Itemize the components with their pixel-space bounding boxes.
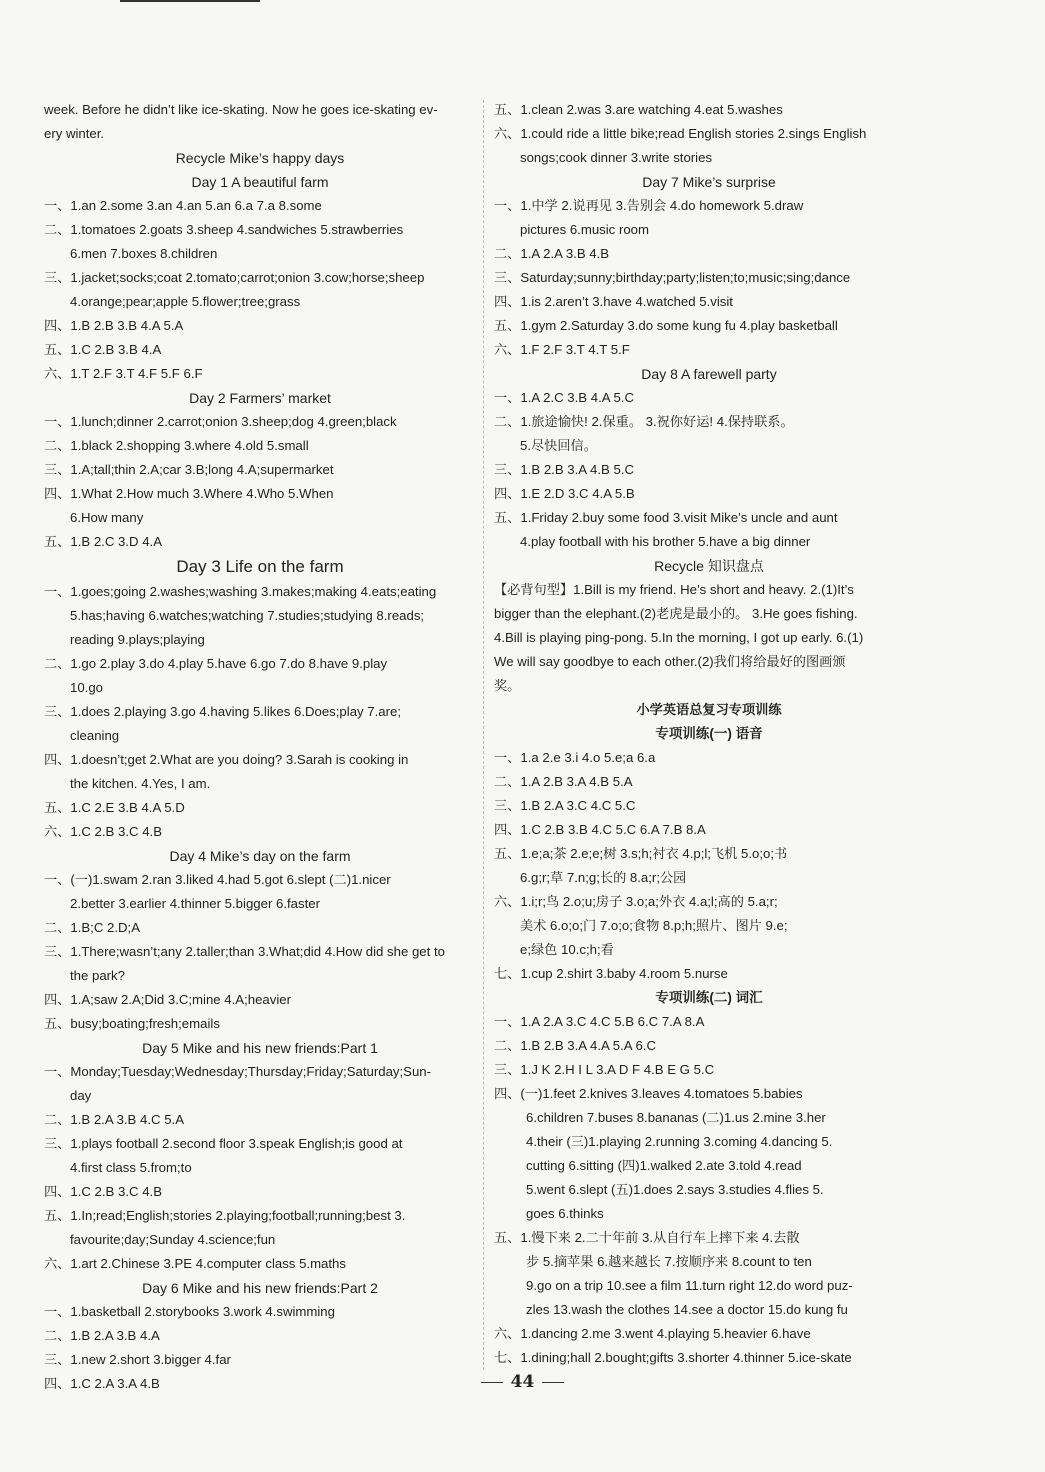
answer-line: 9.go on a trip 10.see a film 11.turn right 12.do word puz- [526, 1278, 853, 1293]
answer-line: songs;cook dinner 3.write stories [520, 150, 713, 165]
answer-line: 奖。 [494, 678, 521, 693]
answer-line: 五、1.clean 2.was 3.are watching 4.eat 5.washes [494, 102, 783, 117]
answer-line: 一、1.basketball 2.storybooks 3.work 4.swimming [44, 1304, 335, 1319]
answer-line: 三、1.J K 2.H I L 3.A D F 4.B E G 5.C [494, 1062, 715, 1077]
section-heading: 专项训练(二) 词汇 [655, 990, 763, 1005]
answer-line: 五、1.gym 2.Saturday 3.do some kung fu 4.play basketball [494, 318, 838, 333]
answer-line: 一、1.A 2.C 3.B 4.A 5.C [494, 390, 634, 405]
answer-line: 10.go [70, 680, 104, 695]
answer-line: 二、1.A 2.B 3.A 4.B 5.A [494, 774, 633, 789]
answer-line: 五、1.In;read;English;stories 2.playing;football;running;best 3. [44, 1208, 406, 1223]
answer-line: 6.children 7.buses 8.bananas (二)1.us 2.mine 3.her [526, 1110, 826, 1125]
answer-line: 5.went 6.slept (五)1.does 2.says 3.studies 4.flies 5. [526, 1182, 824, 1197]
answer-line: pictures 6.music room [520, 222, 649, 237]
answer-line: 二、1.B 2.B 3.A 4.A 5.A 6.C [494, 1038, 657, 1053]
answer-line: 4.Bill is playing ping-pong. 5.In the morning, I got up early. 6.(1) [494, 630, 864, 645]
answer-line: the kitchen. 4.Yes, I am. [70, 776, 211, 791]
answer-line: 三、1.A;tall;thin 2.A;car 3.B;long 4.A;supermarket [44, 462, 334, 477]
answer-line: 五、1.B 2.C 3.D 4.A [44, 534, 162, 549]
section-heading: Day 3 Life on the farm [176, 557, 344, 576]
answer-line: 六、1.dancing 2.me 3.went 4.playing 5.heavier 6.have [494, 1326, 811, 1341]
answer-line: 六、1.art 2.Chinese 3.PE 4.computer class 5.maths [44, 1256, 346, 1271]
top-edge-mark [120, 0, 260, 5]
answer-line: 五、1.C 2.B 3.B 4.A [44, 342, 162, 357]
answer-line: 六、1.F 2.F 3.T 4.T 5.F [494, 342, 630, 357]
section-heading: 小学英语总复习专项训练 [636, 702, 782, 717]
answer-line: 二、1.A 2.A 3.B 4.B [494, 246, 610, 261]
answer-line: 三、1.B 2.B 3.A 4.B 5.C [494, 462, 635, 477]
answer-line: 4.play football with his brother 5.have a big dinner [520, 534, 811, 549]
left-column [44, 98, 476, 1396]
section-heading: Day 4 Mike’s day on the farm [169, 848, 351, 864]
answer-line: 一、1.A 2.A 3.C 4.C 5.B 6.C 7.A 8.A [494, 1014, 705, 1029]
answer-line: 一、Monday;Tuesday;Wednesday;Thursday;Friday;Saturday;Sun- [44, 1064, 432, 1079]
answer-line: 美术 6.o;o;门 7.o;o;食物 8.p;h;照片、图片 9.e; [520, 918, 788, 933]
answer-line: 2.better 3.earlier 4.thinner 5.bigger 6.faster [70, 896, 320, 911]
answer-line: 一、1.lunch;dinner 2.carrot;onion 3.sheep;dog 4.green;black [44, 414, 397, 429]
answer-line: cutting 6.sitting (四)1.walked 2.ate 3.told 4.read [526, 1158, 802, 1173]
answer-line: the park? [70, 968, 125, 983]
page-number: 44 [510, 1372, 535, 1392]
answer-line: ery winter. [44, 126, 105, 141]
answer-line: 4.orange;pear;apple 5.flower;tree;grass [70, 294, 301, 309]
answer-line: 二、1.black 2.shopping 3.where 4.old 5.small [44, 438, 309, 453]
section-heading: Day 1 A beautiful farm [191, 174, 329, 190]
answer-line: 二、1.B 2.A 3.B 4.A [44, 1328, 160, 1343]
answer-line: zles 13.wash the clothes 14.see a doctor 15.do kung fu [526, 1302, 848, 1317]
answer-line: 6.How many [70, 510, 144, 525]
answer-line: 五、busy;boating;fresh;emails [44, 1016, 220, 1031]
answer-line: day [70, 1088, 92, 1103]
answer-line: 步 5.摘苹果 6.越来越长 7.按顺序来 8.count to ten [526, 1254, 812, 1269]
answer-line: 一、1.中学 2.说再见 3.告别会 4.do homework 5.draw [494, 198, 804, 213]
answer-line: 三、1.new 2.short 3.bigger 4.far [44, 1352, 231, 1367]
answer-line: 四、1.A;saw 2.A;Did 3.C;mine 4.A;heavier [44, 992, 292, 1007]
answer-line: favourite;day;Sunday 4.science;fun [70, 1232, 276, 1247]
section-heading: Day 8 A farewell party [641, 366, 777, 382]
answer-line: 6.men 7.boxes 8.children [70, 246, 218, 261]
answer-line: 三、1.jacket;socks;coat 2.tomato;carrot;onion 3.cow;horse;sheep [44, 270, 425, 285]
answer-line: 四、1.What 2.How much 3.Where 4.Who 5.When [44, 486, 334, 501]
section-heading: Day 2 Farmers’ market [189, 390, 331, 406]
answer-line: 二、1.tomatoes 2.goats 3.sheep 4.sandwiches 5.strawberries [44, 222, 404, 237]
answer-line: goes 6.thinks [526, 1206, 604, 1221]
answer-line: 二、1.旅途愉快! 2.保重。 3.祝你好运! 4.保持联系。 [494, 414, 794, 429]
answer-line: 四、1.is 2.aren’t 3.have 4.watched 5.visit [494, 294, 733, 309]
answer-line: 四、1.E 2.D 3.C 4.A 5.B [494, 486, 635, 501]
answer-line: 三、1.There;wasn’t;any 2.taller;than 3.What;did 4.How did she get to [44, 944, 445, 959]
right-column [494, 98, 924, 1370]
answer-line: 一、1.goes;going 2.washes;washing 3.makes;making 4.eats;eating [44, 584, 437, 599]
section-heading: 专项训练(一) 语音 [655, 726, 763, 741]
answer-line: 五、1.Friday 2.buy some food 3.visit Mike’s uncle and aunt [494, 510, 838, 525]
answer-line: 六、1.T 2.F 3.T 4.F 5.F 6.F [44, 366, 203, 381]
answer-line: 4.their (三)1.playing 2.running 3.coming 4.dancing 5. [526, 1134, 833, 1149]
answer-line: 三、1.B 2.A 3.C 4.C 5.C [494, 798, 636, 813]
answer-line: reading 9.plays;playing [70, 632, 205, 647]
answer-line: 三、1.does 2.playing 3.go 4.having 5.likes 6.Does;play 7.are; [44, 704, 402, 719]
answer-line: 四、1.B 2.B 3.B 4.A 5.A [44, 318, 184, 333]
answer-line: 五、1.C 2.E 3.B 4.A 5.D [44, 800, 185, 815]
answer-line: 三、Saturday;sunny;birthday;party;listen;to;music;sing;dance [494, 270, 851, 285]
answer-line: 三、1.plays football 2.second floor 3.speak English;is good at [44, 1136, 403, 1151]
answer-line: 四、1.C 2.B 3.B 4.C 5.C 6.A 7.B 8.A [494, 822, 706, 837]
answer-line: 六、1.could ride a little bike;read English stories 2.sings English [494, 126, 867, 141]
answer-line: 六、1.i;r;鸟 2.o;u;房子 3.o;a;外衣 4.a;l;高的 5.a;r; [494, 894, 778, 909]
answer-line: 四、1.C 2.A 3.A 4.B [44, 1376, 160, 1391]
section-heading: Day 7 Mike’s surprise [642, 174, 776, 190]
answer-line: 七、1.cup 2.shirt 3.baby 4.room 5.nurse [494, 966, 728, 981]
section-heading: Recycle Mike’s happy days [175, 150, 345, 166]
answer-line: 四、1.doesn’t;get 2.What are you doing? 3.Sarah is cooking in [44, 752, 409, 767]
section-heading: Day 6 Mike and his new friends:Part 2 [142, 1280, 378, 1296]
answer-line: 一、1.an 2.some 3.an 4.an 5.an 6.a 7.a 8.some [44, 198, 322, 213]
answer-line: 6.g;r;草 7.n;g;长的 8.a;r;公园 [520, 870, 687, 885]
answer-line: week. Before he didn’t like ice-skating. Now he goes ice-skating ev- [44, 102, 438, 117]
answer-line: 五、1.e;a;茶 2.e;e;树 3.s;h;衬衣 4.p;l;飞机 5.o;o;书 [494, 846, 788, 861]
answer-line: 二、1.B 2.A 3.B 4.C 5.A [44, 1112, 185, 1127]
answer-line: We will say goodbye to each other.(2)我们将给最好的图画颁 [494, 654, 846, 669]
answer-line: 一、(一)1.swam 2.ran 3.liked 4.had 5.got 6.slept (二)1.nicer [44, 872, 391, 887]
answer-line: 4.first class 5.from;to [70, 1160, 192, 1175]
section-heading: Recycle 知识盘点 [654, 558, 764, 574]
page-footer [0, 1372, 1045, 1392]
answer-line: 5.尽快回信。 [520, 438, 597, 453]
answer-line: 【必背句型】1.Bill is my friend. He’s short and heavy. 2.(1)It’s [494, 582, 854, 597]
answer-line: 5.has;having 6.watches;watching 7.studies;studying 8.reads; [70, 608, 425, 623]
answer-line: 一、1.a 2.e 3.i 4.o 5.e;a 6.a [494, 750, 656, 765]
answer-line: 六、1.C 2.B 3.C 4.B [44, 824, 162, 839]
column-divider [483, 100, 484, 1370]
answer-line: cleaning [70, 728, 120, 743]
answer-line: 五、1.慢下来 2.二十年前 3.从自行车上摔下来 4.去散 [494, 1230, 800, 1245]
answer-line: bigger than the elephant.(2)老虎是最小的。 3.He goes fishing. [494, 606, 858, 621]
answer-line: 七、1.dining;hall 2.bought;gifts 3.shorter 4.thinner 5.ice-skate [494, 1350, 852, 1365]
answer-line: e;绿色 10.c;h;看 [520, 942, 614, 957]
answer-line: 四、(一)1.feet 2.knives 3.leaves 4.tomatoes 5.babies [494, 1086, 803, 1101]
section-heading: Day 5 Mike and his new friends:Part 1 [142, 1040, 378, 1056]
answer-line: 四、1.C 2.B 3.C 4.B [44, 1184, 162, 1199]
answer-line: 二、1.B;C 2.D;A [44, 920, 141, 935]
answer-line: 二、1.go 2.play 3.do 4.play 5.have 6.go 7.do 8.have 9.play [44, 656, 388, 671]
